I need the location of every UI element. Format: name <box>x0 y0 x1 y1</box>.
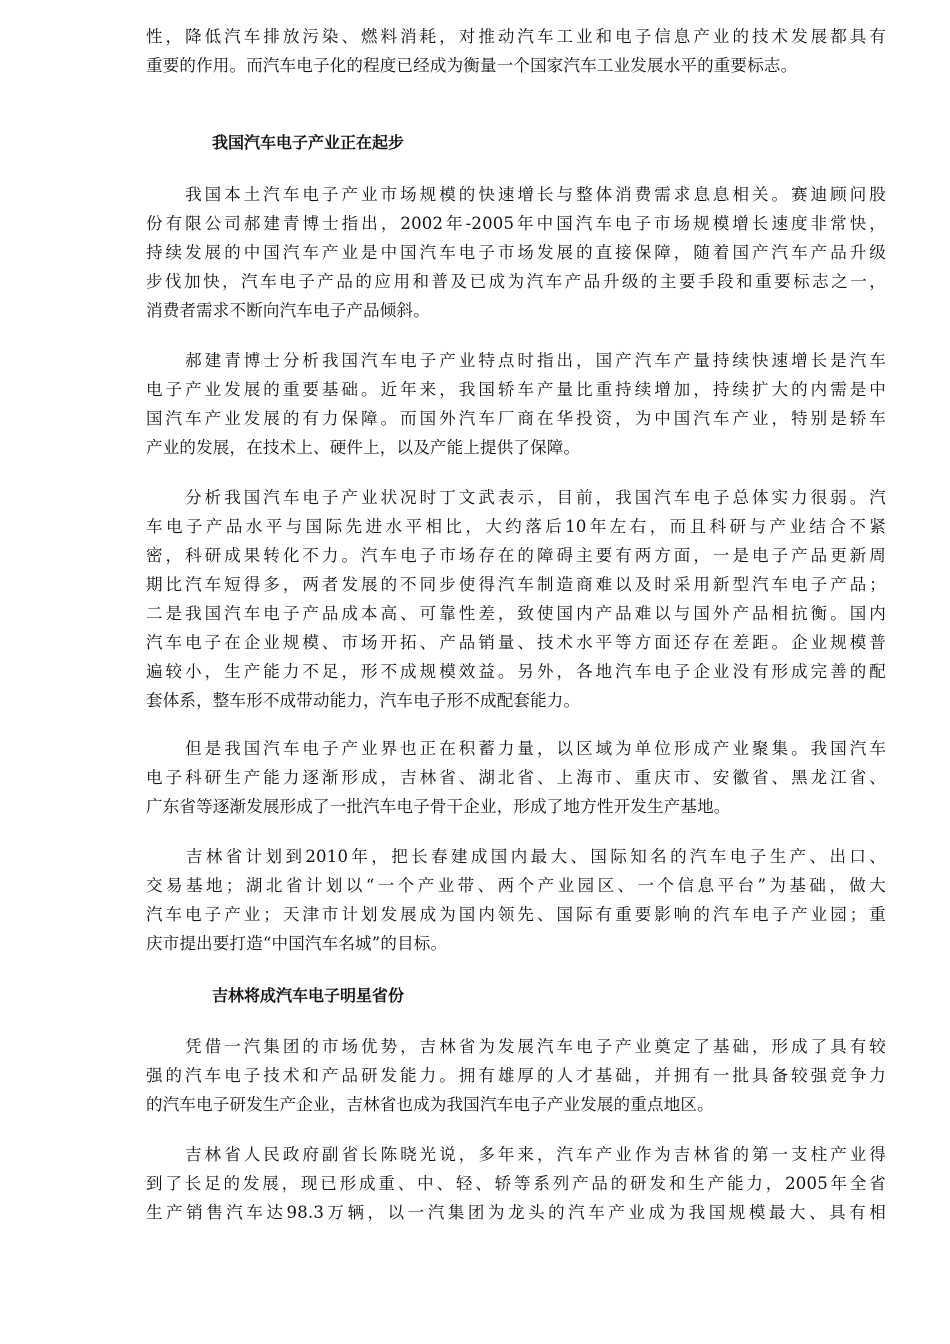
text-line: 吉林省人民政府副省长陈晓光说，多年来，汽车产业作为吉林省的第一支柱产业得 <box>146 1145 886 1164</box>
text-line: 汽车电子在企业规模、市场开拓、产品销量、技术水平等方面还存在差距。企业规模普 <box>146 633 886 652</box>
text-line: 但是我国汽车电子产业界也正在积蓄力量，以区域为单位形成产业聚集。我国汽车 <box>146 739 886 758</box>
text-line: 吉林省计划到2010年，把长春建成国内最大、国际知名的汽车电子生产、出口、 <box>146 847 886 866</box>
section-heading-industry-starting: 我国汽车电子产业正在起步 <box>212 133 405 152</box>
paragraph-jilin-advantage <box>146 1032 886 1119</box>
text-line: 凭借一汽集团的市场优势，吉林省为发展汽车电子产业奠定了基础，形成了具有较 <box>146 1037 886 1056</box>
text-line: 国汽车产业发展的有力保障。而国外汽车厂商在华投资，为中国汽车产业，特别是轿车 <box>146 409 886 428</box>
paragraph-industry-status <box>146 483 886 715</box>
text-line: 电子科研生产能力逐渐形成，吉林省、湖北省、上海市、重庆市、安徽省、黑龙江省、 <box>146 768 886 787</box>
text-line: 分析我国汽车电子产业状况时丁文武表示，目前，我国汽车电子总体实力很弱。汽 <box>146 488 886 507</box>
text-line: 产业的发展，在技术上、硬件上，以及产能上提供了保障。 <box>146 438 581 457</box>
text-line: 重要的作用。而汽车电子化的程度已经成为衡量一个国家汽车工业发展水平的重要标志。 <box>146 56 798 75</box>
paragraph-jilin-vice-governor <box>146 1140 886 1227</box>
paragraph-industry-features <box>146 346 886 462</box>
text-line: 性，降低汽车排放污染、燃料消耗，对推动汽车工业和电子信息产业的技术发展都具有 <box>146 27 886 46</box>
text-line: 二是我国汽车电子产品成本高、可靠性差，致使国内产品难以与国外产品相抗衡。国内 <box>146 604 886 623</box>
text-line: 强的汽车电子技术和产品研发能力。拥有雄厚的人才基础，并拥有一批具备较强竞争力 <box>146 1066 886 1085</box>
text-line: 份有限公司郝建青博士指出，2002年-2005年中国汽车电子市场规模增长速度非常快， <box>146 214 886 233</box>
paragraph-regional-clusters <box>146 734 886 821</box>
text-line: 遍较小，生产能力不足，形不成规模效益。另外，各地汽车电子企业没有形成完善的配 <box>146 662 886 681</box>
text-line: 步伐加快，汽车电子产品的应用和普及已成为汽车产品升级的主要手段和重要标志之一， <box>146 272 886 291</box>
text-line: 的汽车电子研发生产企业，吉林省也成为我国汽车电子产业发展的重点地区。 <box>146 1095 714 1114</box>
text-line: 到了长足的发展，现已形成重、中、轻、轿等系列产品的研发和生产能力，2005年全省 <box>146 1174 886 1193</box>
text-line: 庆市提出要打造“中国汽车名城”的目标。 <box>146 934 448 953</box>
text-line: 生产销售汽车达98.3万辆，以一汽集团为龙头的汽车产业成为我国规模最大、具有相 <box>146 1203 886 1222</box>
text-line: 持续发展的中国汽车产业是中国汽车电子市场发展的直接保障，随着国产汽车产品升级 <box>146 243 886 262</box>
text-line: 电子产业发展的重要基础。近年来，我国轿车产量比重持续增加，持续扩大的内需是中 <box>146 380 886 399</box>
text-line: 我国本土汽车电子产业市场规模的快速增长与整体消费需求息息相关。赛迪顾问股 <box>146 185 886 204</box>
section-heading-jilin-star-province: 吉林将成汽车电子明星省份 <box>212 986 405 1005</box>
text-line: 汽车电子产业；天津市计划发展成为国内领先、国际有重要影响的汽车电子产业园；重 <box>146 905 886 924</box>
text-line: 消费者需求不断向汽车电子产品倾斜。 <box>146 301 430 320</box>
paragraph-market-growth <box>146 180 886 325</box>
text-line: 广东省等逐渐发展形成了一批汽车电子骨干企业，形成了地方性开发生产基地。 <box>146 797 731 816</box>
paragraph-provincial-plans <box>146 842 886 958</box>
text-line: 套体系，整车形不成带动能力，汽车电子形不成配套能力。 <box>146 691 581 710</box>
text-line: 期比汽车短得多，两者发展的不同步使得汽车制造商难以及时采用新型汽车电子产品； <box>146 575 886 594</box>
paragraph-intro-continued <box>146 22 886 80</box>
text-line: 密，科研成果转化不力。汽车电子市场存在的障碍主要有两方面，一是电子产品更新周 <box>146 546 886 565</box>
text-line: 车电子产品水平与国际先进水平相比，大约落后10年左右，而且科研与产业结合不紧 <box>146 517 886 536</box>
text-line: 交易基地；湖北省计划以“一个产业带、两个产业园区、一个信息平台”为基础，做大 <box>146 876 886 895</box>
text-line: 郝建青博士分析我国汽车电子产业特点时指出，国产汽车产量持续快速增长是汽车 <box>146 351 886 370</box>
